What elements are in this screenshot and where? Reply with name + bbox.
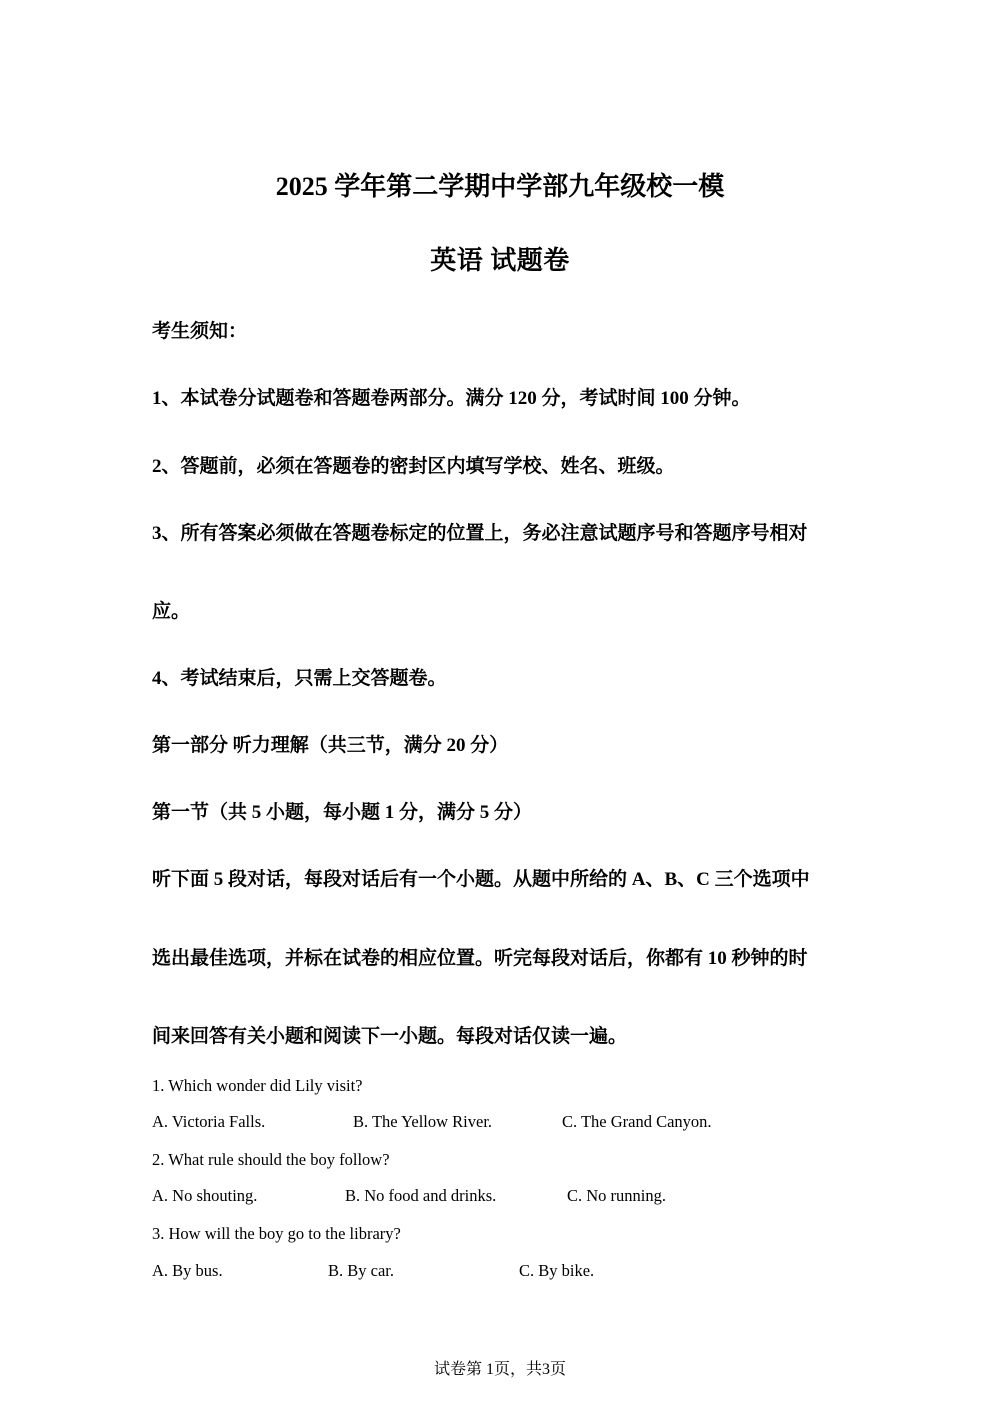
question-3-stem: 3. How will the boy go to the library? <box>152 1224 401 1243</box>
exam-title: 2025 学年第二学期中学部九年级校一模 <box>275 172 725 201</box>
question-3-option-c: C. By bike. <box>519 1261 595 1280</box>
instruction-line-1: 听下面 5 段对话，每段对话后有一个小题。从题中所给的 A、B、C 三个选项中 <box>152 869 810 890</box>
question-1-option-a: A. Victoria Falls. <box>152 1112 266 1131</box>
question-1-stem: 1. Which wonder did Lily visit? <box>152 1076 363 1095</box>
question-2-option-a: A. No shouting. <box>152 1186 258 1205</box>
question-2-option-c: C. No running. <box>567 1186 666 1205</box>
question-3-option-a: A. By bus. <box>152 1261 223 1280</box>
question-1-option-c: C. The Grand Canyon. <box>562 1112 712 1131</box>
part-heading: 第一部分 听力理解（共三节，满分 20 分） <box>152 735 509 756</box>
notice-heading: 考生须知： <box>152 321 248 342</box>
instruction-line-3: 间来回答有关小题和阅读下一小题。每段对话仅读一遍。 <box>152 1026 628 1047</box>
question-2-option-b: B. No food and drinks. <box>345 1186 497 1205</box>
exam-subtitle: 英语 试题卷 <box>430 246 570 275</box>
page-footer: 试卷第 1页，共3页 <box>433 1361 566 1378</box>
question-1-option-b: B. The Yellow River. <box>353 1112 493 1131</box>
section-heading: 第一节（共 5 小题，每小题 1 分，满分 5 分） <box>152 802 533 823</box>
notice-item-3: 3、所有答案必须做在答题卷标定的位置上，务必注意试题序号和答题序号相对 <box>152 523 808 544</box>
notice-item-1: 1、本试卷分试题卷和答题卷两部分。满分 120 分，考试时间 100 分钟。 <box>152 388 751 409</box>
notice-item-3-cont: 应。 <box>152 601 191 622</box>
notice-item-4: 4、考试结束后，只需上交答题卷。 <box>152 668 447 689</box>
question-2-stem: 2. What rule should the boy follow? <box>152 1150 390 1169</box>
notice-item-2: 2、答题前，必须在答题卷的密封区内填写学校、姓名、班级。 <box>152 456 675 477</box>
question-3-option-b: B. By car. <box>328 1261 394 1280</box>
instruction-line-2: 选出最佳选项，并标在试卷的相应位置。听完每段对话后，你都有 10 秒钟的时 <box>152 948 808 969</box>
